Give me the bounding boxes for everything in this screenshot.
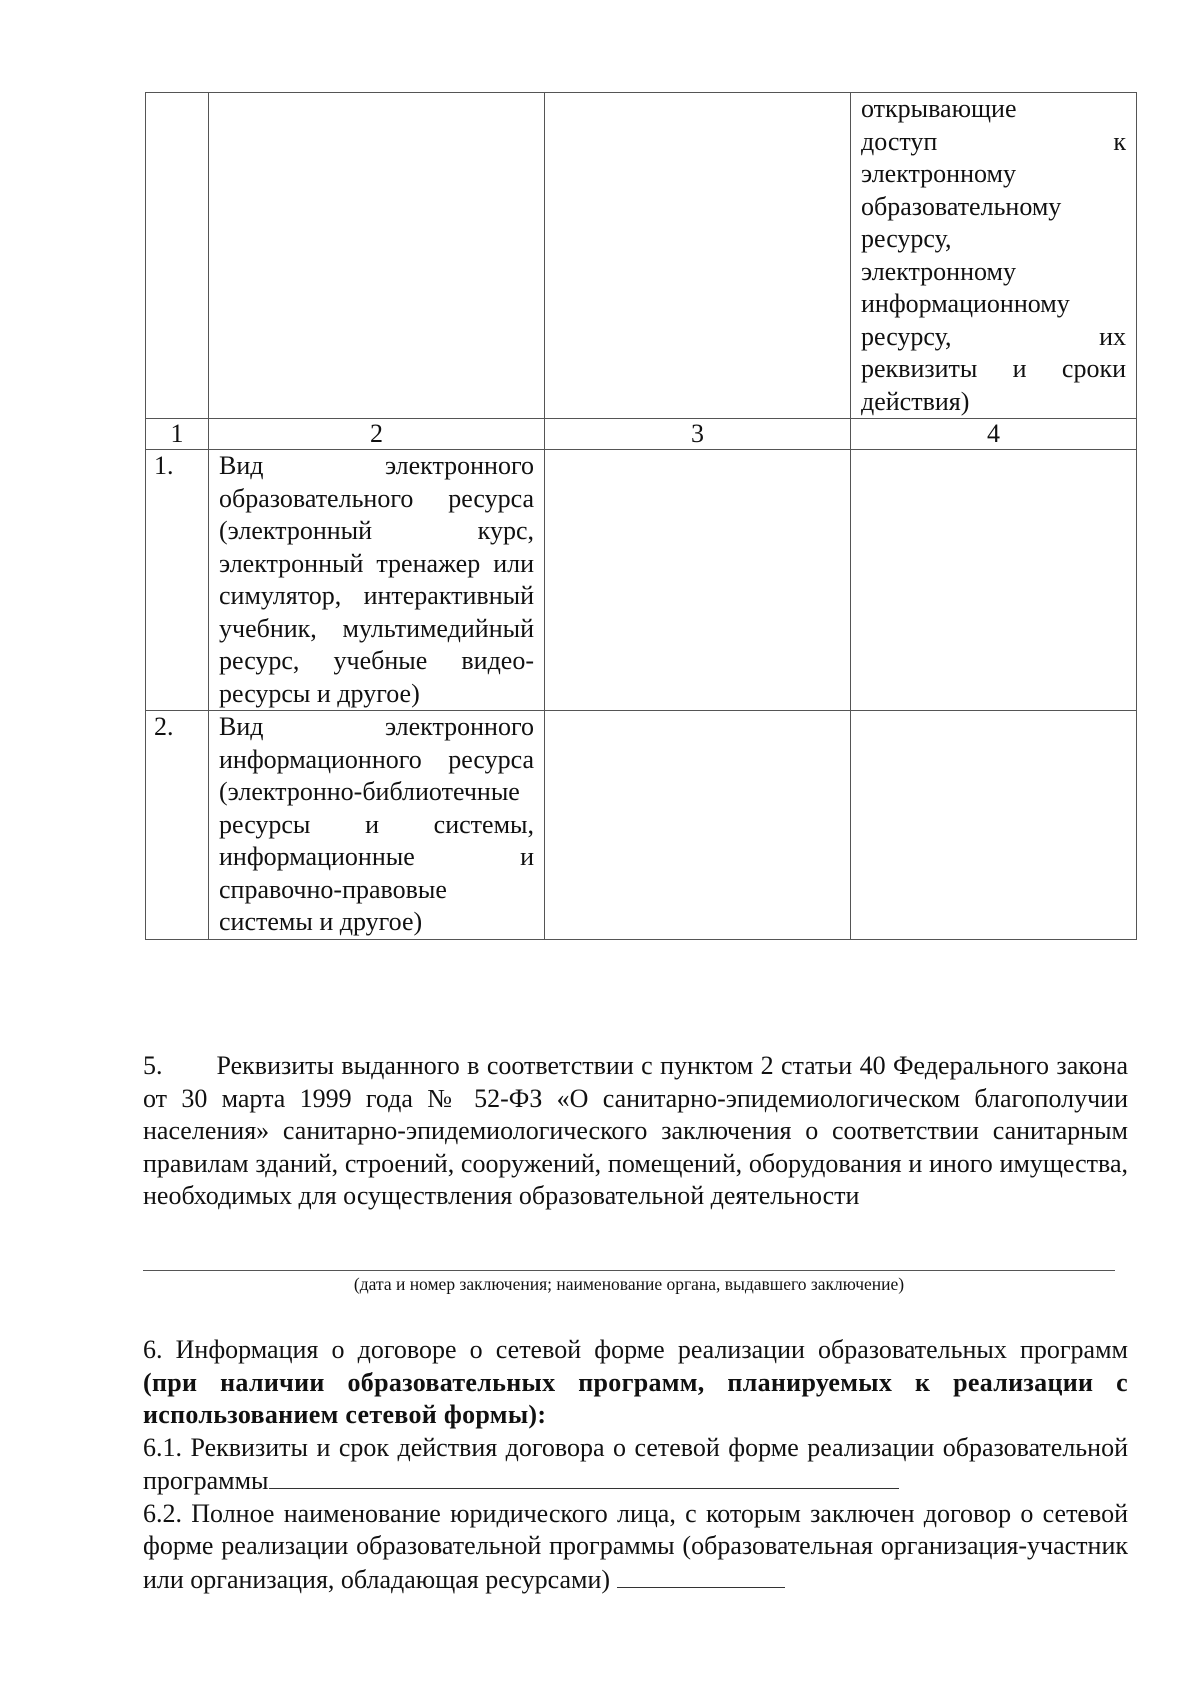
cell-line: ресурсу, [861, 224, 952, 253]
cell-line: информационному [861, 289, 1070, 318]
section-6-item-2 [143, 1498, 1128, 1597]
fill-in-line[interactable] [143, 1270, 1115, 1271]
section-6-intro [143, 1334, 1128, 1432]
section-5-text: Реквизиты выданного в соответствии с пунктом 2 статьи 40 Федерального закона от 30 марта 1999 года № 52-ФЗ «О санитарно-эпидемиологическом благополучии населения» санитарно-эпидемиологического заключения о соответствии санитарным правилам зданий, строений, сооружений, помещений, оборудования и иного имущества, необходимых для осуществления образовательной деятельности [143, 1051, 1128, 1210]
table-cell [545, 711, 851, 940]
section-6 [143, 1334, 1128, 1596]
cell-line: электронному [861, 256, 1016, 286]
fill-in-line[interactable] [617, 1563, 785, 1588]
row-description: Вид электронного информационного ресурса (электронно-библиотечные ресурсы и системы, информационные и справочно-правовые системы и другое) [209, 711, 545, 940]
column-index: 3 [545, 419, 851, 450]
cell-line: доступ к [861, 126, 1126, 156]
table-cell [545, 450, 851, 711]
field-caption: (дата и номер заключения; наименование органа, выдавшего заключение) [353, 1274, 905, 1294]
table-row [146, 450, 1137, 711]
section-6-intro-text: 6. Информация о договоре о сетевой форме реализации образовательных программ [143, 1335, 1128, 1364]
column-index: 2 [209, 419, 545, 450]
column-index: 1 [146, 419, 209, 450]
table-cell [851, 711, 1137, 940]
resources-table [145, 92, 1137, 940]
cell-line: открывающие [861, 94, 1017, 123]
table-row [146, 711, 1137, 940]
table-cell [851, 450, 1137, 711]
cell-line: электронному [861, 159, 1016, 188]
fill-in-line[interactable] [269, 1464, 899, 1489]
table-cell [545, 93, 851, 419]
cell-line: образовательному [861, 191, 1062, 221]
column-index: 4 [851, 419, 1137, 450]
section-6-item-1 [143, 1432, 1128, 1498]
table-index-row [146, 419, 1137, 450]
row-number: 1. [146, 450, 209, 711]
cell-line: действия) [861, 386, 970, 416]
table-cell [209, 93, 545, 419]
row-description: Вид электронного образовательного ресурса (электронный курс, электронный тренажер или симулятор, интерактивный учебник, мультимедийный ресурс, учебные видео-ресурсы и другое) [209, 450, 545, 711]
section-5-paragraph [143, 1050, 1128, 1213]
table-row-continued [146, 93, 1137, 419]
section-6-intro-bold: (при наличии образовательных программ, планируемых к реализации с использованием сетевой формы): [143, 1367, 1128, 1429]
item-2-text: 6.2. Полное наименование юридического лица, с которым заключен договор о сетевой форме реализации образовательной программы (образовательная организация-участник или организация, обладающая ресурсами) [143, 1498, 1128, 1594]
table-cell-continued-text [851, 93, 1137, 419]
cell-line: ресурсу, их [861, 321, 1126, 351]
item-1-text: 6.1. Реквизиты и срок действия договора о сетевой форме реализации образовательной программы [143, 1432, 1128, 1495]
table-cell [146, 93, 209, 419]
row-number: 2. [146, 711, 209, 940]
section-5-number: 5. [143, 1051, 163, 1080]
cell-line: реквизиты и сроки [861, 354, 1126, 383]
